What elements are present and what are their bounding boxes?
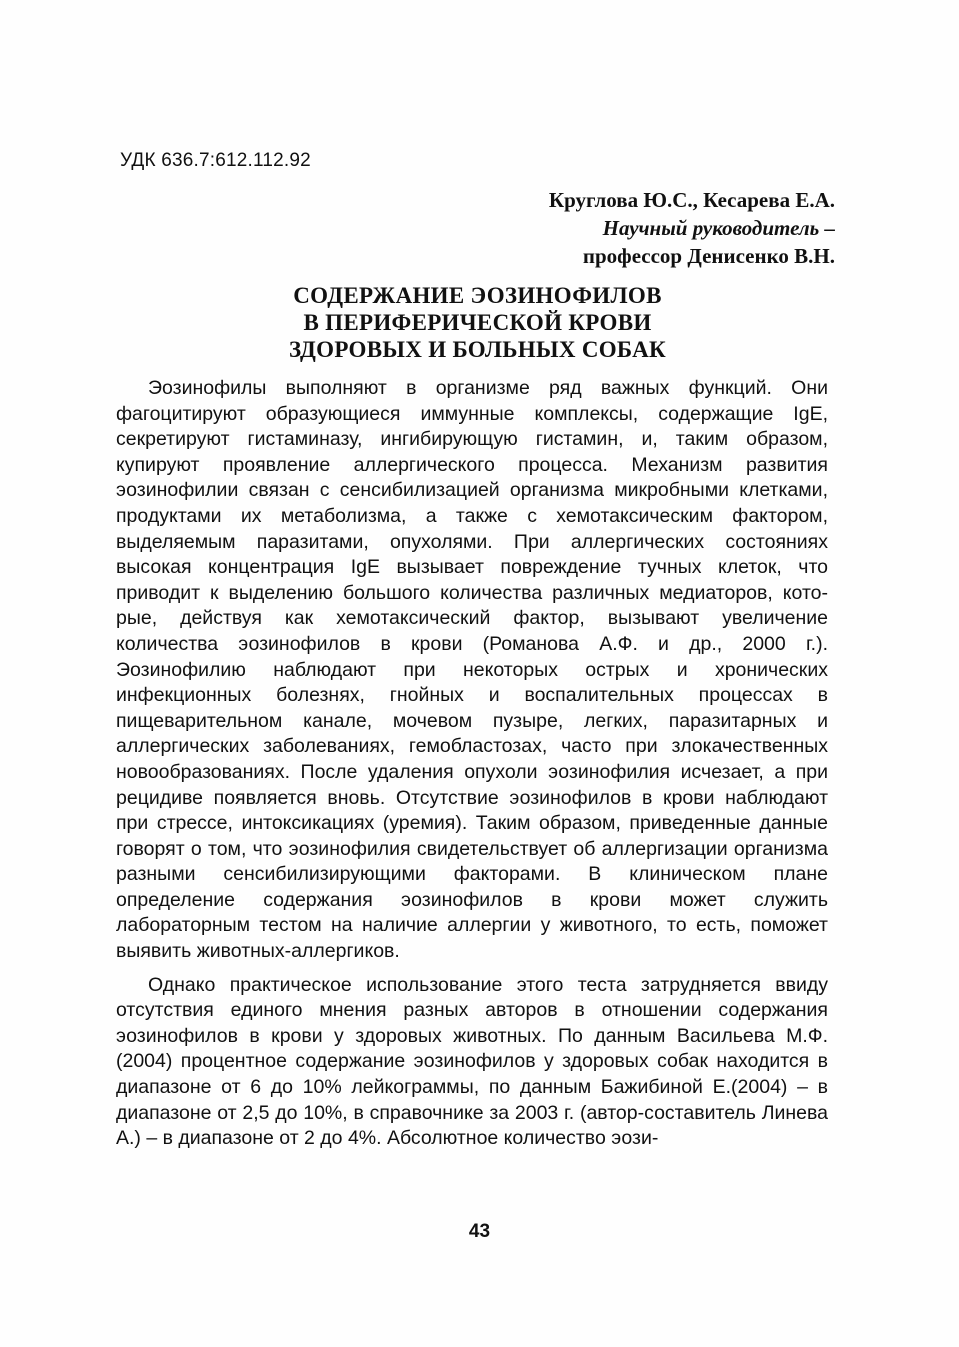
authors-line: Круглова Ю.С., Кесарева Е.А. — [548, 188, 835, 212]
title-line: СОДЕРЖАНИЕ ЭОЗИНОФИЛОВ — [293, 283, 662, 308]
page-number: 43 — [468, 1221, 491, 1242]
article-body — [116, 376, 828, 1160]
author-block — [549, 186, 835, 270]
advisor-name: профессор Денисенко В.Н. — [582, 244, 835, 268]
title-line: В ПЕРИФЕРИЧЕСКОЙ КРОВИ — [303, 310, 652, 335]
paragraph: Эозинофилы выполняют в организме ряд важных функций. Они фагоцитируют образующиеся иммунные комплексы, содержащие IgE, секретируют гистаминазу, ингибирующую гистамин, и, таким образом, купируют проявление аллергического процесса. Механизм развития эозинофилии связан с сенсибилизацией организма микробными клетками, продуктами их метаболизма, а также с хемотаксическим фактором, выделяемым паразитами, опухолями. При аллергических состояниях высокая концентрация IgE вызывает повреждение тучных клеток, что приводит к выделению большого количества различных медиаторов, которые, действуя как хемотаксический фактор, вызывают увеличение количества эозинофилов в крови (Романова А.Ф. и др., 2000 г.). Эозинофилию наблюдают при некоторых острых и хронических инфекционных болезнях, гнойных и воспалительных процессах в пищеварительном канале, мочевом пузыре, легких, паразитарных и аллергических заболеваниях, гемобластозах, часто при злокачественных новообразованиях. После удаления опухоли эозинофилия исчезает, а при рецидиве появляется вновь. Отсутствие эозинофилов в крови наблюдают при стрессе, интоксикациях (уремия). Таким образом, приведенные данные говорят о том, что эозинофилия свидетельствует об аллергизации организма разными сенсибилизирующими факторами. В клиническом плане определение содержания эозинофилов в крови может служить лабораторным тестом на наличие аллергии у животного, то есть, поможет выявить животных-аллергиков. — [116, 377, 828, 963]
paragraph: Однако практическое использование этого теста затрудняется ввиду отсутствия единого мнения разных авторов в отношении содержания эозинофилов в крови у здоровых животных. По данным Васильева М.Ф. (2004) процентное содержание эозинофилов у здоровых собак находится в диапазоне от 6 до 10% лейкограммы, по данным Бажибиной Е.(2004) – в диапазоне от 2,5 до 10%, в справочнике за 2003 г. (автор-составитель Линева А.) – в диапазоне от 2 до 4%. Абсолютное количество эози- — [116, 973, 828, 1150]
advisor-role: Научный руководитель – — [602, 216, 835, 240]
udk-code: УДК 636.7:612.112.92 — [120, 150, 311, 171]
title-line: ЗДОРОВЫХ И БОЛЬНЫХ СОБАК — [288, 337, 667, 362]
article-title — [120, 282, 835, 363]
